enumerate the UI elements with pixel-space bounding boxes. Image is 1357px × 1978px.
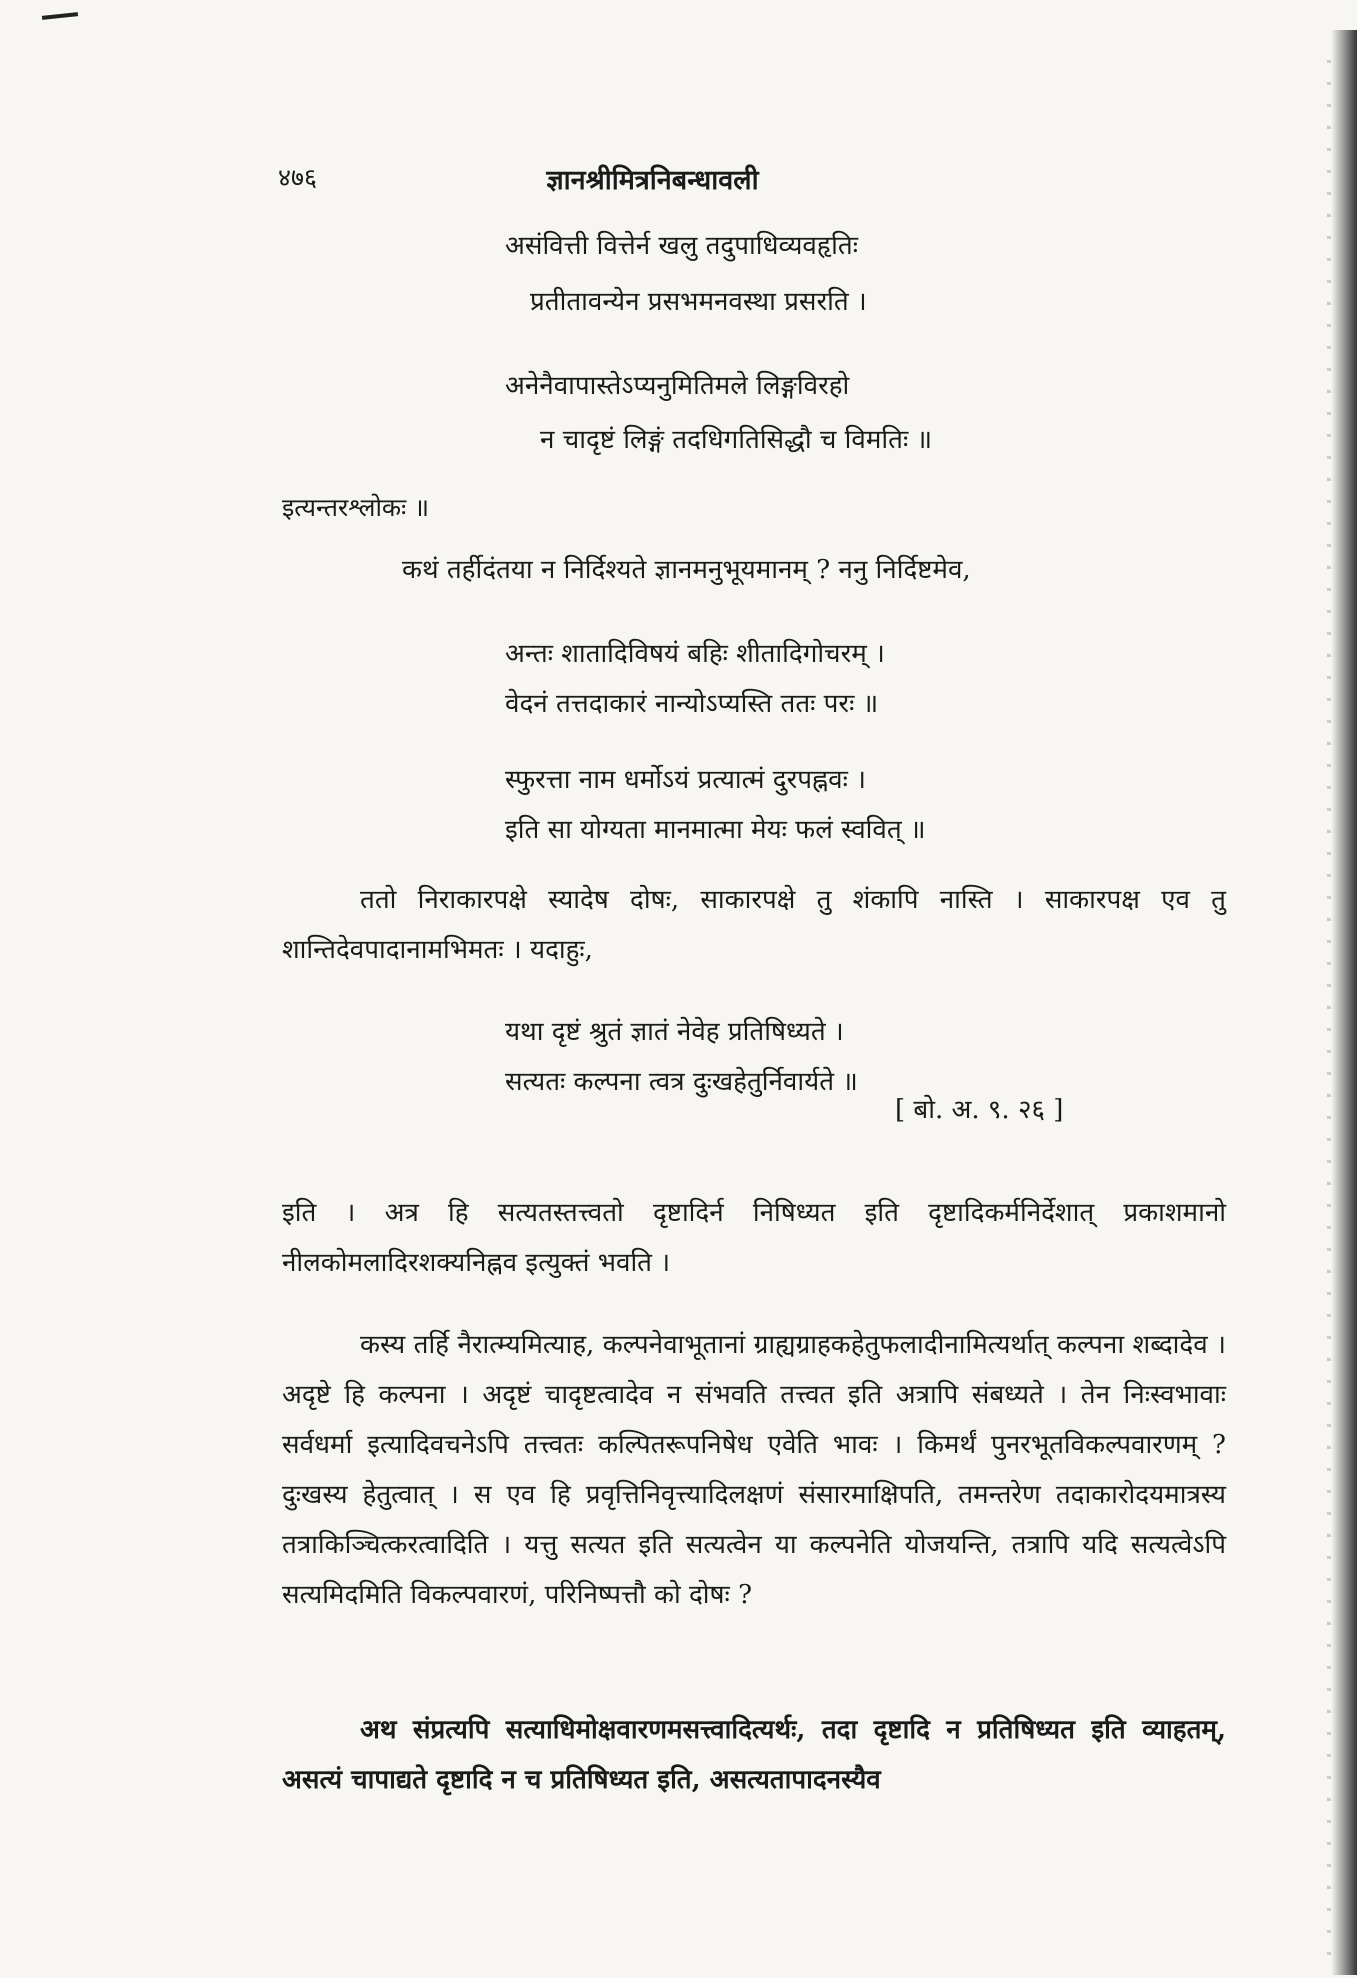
page-number: ४७६ bbox=[278, 163, 318, 192]
paragraph-3: कस्य तर्हि नैरात्म्यमित्याह, कल्पनेवाभूतानां ग्राह्यग्राहकहेतुफलादीनामित्यर्थात् कल्पना शब्दादेव । अदृष्टे हि कल्पना । अदृष्टं चादृष्टत्वादेव न संभवति तत्त्वत इति अत्रापि संबध्यते । तेन निःस्वभावाः सर्वधर्मा इत्यादिवचनेऽपि तत्त्वतः कल्पितरूपनिषेध एवेति भावः । किमर्थं पुनरभूतविकल्पवारणम् ? दुःखस्य हेतुत्वात् । स एव हि प्रवृत्तिनिवृत्त्यादिलक्षणं संसारमाक्षिपति, तमन्तरेण तदाकारोदयमात्रस्य तत्राकिञ्चित्करत्वादिति । यत्तु सत्यत इति सत्यत्वेन या कल्पनेति योजयन्ति, तत्रापि यदि सत्यत्वेऽपि सत्यमिदमिति विकल्पवारणं, परिनिष्पत्तौ को दोषः ? bbox=[282, 1330, 1226, 1610]
verse5-line2: सत्यतः कल्पना त्वत्र दुःखहेतुर्निवार्यते ॥ bbox=[505, 1067, 858, 1097]
page-edge-specks bbox=[1327, 60, 1331, 1960]
verse4-line2: इति सा योग्यता मानमात्मा मेयः फलं स्ववित् ॥ bbox=[505, 815, 926, 845]
running-title: ज्ञानश्रीमित्रनिबन्धावली bbox=[546, 165, 759, 196]
verse2-line1: अनेनैवापास्तेऽप्यनुमितिमले लिङ्गविरहो bbox=[505, 371, 850, 401]
paragraph-1: ततो निराकारपक्षे स्यादेष दोषः, साकारपक्षे तु शंकापि नास्ति । साकारपक्ष एव तु शान्तिदेवपादानामभिमतः । यदाहुः, bbox=[282, 885, 1226, 965]
page-edge-shadow bbox=[1331, 30, 1357, 1975]
page-header bbox=[278, 160, 1027, 200]
verse3-line1: अन्तः शातादिविषयं बहिः शीतादिगोचरम् । bbox=[505, 639, 885, 669]
verse3-line2: वेदनं तत्तदाकारं नान्योऽप्यस्ति ततः परः ॥ bbox=[505, 689, 879, 719]
question-line: कथं तर्हीदंतया न निर्दिश्यते ज्ञानमनुभूयमानम् ? ननु निर्दिष्टमेव, bbox=[402, 555, 971, 585]
paragraph-2: इति । अत्र हि सत्यतस्तत्त्वतो दृष्टादिर्न निषिध्यत इति दृष्टादिकर्मनिर्देशात् प्रकाशमानो नीलकोमलादिरशक्यनिह्नव इत्युक्तं भवति । bbox=[282, 1198, 1226, 1278]
verse1-line2: प्रतीतावन्येन प्रसभमनवस्था प्रसरति । bbox=[530, 287, 867, 317]
paragraph-4: अथ संप्रत्यपि सत्याधिमोक्षवारणमसत्त्वादित्यर्थः, तदा दृष्टादि न प्रतिषिध्यत इति व्याहतम्, असत्यं चापाद्यते दृष्टादि न च प्रतिषिध्यत इति, असत्यतापादनस्यैव bbox=[282, 1715, 1226, 1795]
verse5-line1: यथा दृष्टं श्रुतं ज्ञातं नेवेह प्रतिषिध्यते । bbox=[505, 1017, 844, 1047]
citation: [ बो. अ. ९. २६ ] bbox=[895, 1095, 1064, 1125]
verse2-line2: न चादृष्टं लिङ्गं तदधिगतिसिद्धौ च विमतिः ॥ bbox=[540, 425, 933, 455]
scan-mark bbox=[42, 12, 78, 20]
antara-shloka-note: इत्यन्तरश्लोकः ॥ bbox=[282, 493, 430, 522]
verse1-line1: असंवित्ती वित्तेर्न खलु तदुपाधिव्यवहृतिः bbox=[505, 231, 858, 261]
verse4-line1: स्फुरत्ता नाम धर्मोऽयं प्रत्यात्मं दुरपह्नवः । bbox=[505, 765, 866, 795]
